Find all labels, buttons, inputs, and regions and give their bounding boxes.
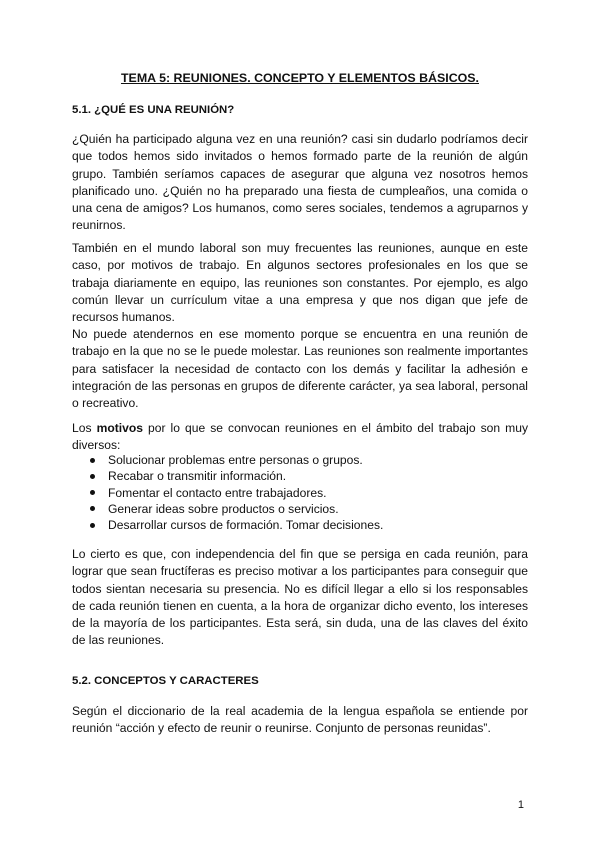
- bullet-icon: [90, 506, 95, 511]
- text-line: todos sientan necesaria su presencia. No es difícil llegar a ello si los responsables: [72, 581, 528, 596]
- motivos-list: [72, 452, 528, 533]
- text-line: trabaja diariamente en equipo, las reuniones son constantes. Por ejemplo, es algo: [72, 275, 528, 290]
- list-item-text: Generar ideas sobre productos o servicios.: [108, 501, 339, 516]
- text-line: reunirnos.: [72, 218, 126, 233]
- intro-after: por lo que se convocan reuniones en el ámbito del trabajo son muy: [142, 421, 528, 435]
- text-line: [72, 420, 528, 437]
- section-heading-5-2: 5.2. CONCEPTOS Y CARACTERES: [72, 675, 259, 687]
- list-item: [72, 452, 528, 468]
- bullet-icon: [90, 523, 95, 528]
- text-line: grupo. También seríamos capaces de asegurar que alguna vez nosotros hemos: [72, 166, 528, 181]
- text-line: lograr que sean fructíferas es preciso motivar a los participantes para conseguir que: [72, 564, 528, 579]
- paragraph-2: [72, 240, 528, 326]
- list-item-text: Recabar o transmitir información.: [108, 469, 287, 484]
- paragraph-5: [72, 703, 528, 738]
- paragraph-3: [72, 326, 528, 412]
- section-heading-5-1: 5.1. ¿QUÉ ES UNA REUNIÓN?: [72, 104, 235, 116]
- page-number: 1: [517, 799, 524, 811]
- list-item-text: Solucionar problemas entre personas o grupos.: [108, 453, 363, 467]
- text-line: Lo cierto es que, con independencia del fin que se persiga en cada reunión, para: [72, 547, 528, 561]
- text-line: que todos hemos sido invitados o hemos formado parte de la reunión de algún: [72, 149, 528, 164]
- text-line: También en el mundo laboral son muy frecuentes las reuniones, aunque en este: [72, 241, 528, 255]
- text-line: caso, por motivos de trabajo. En algunos sectores profesionales en los que se: [72, 258, 528, 273]
- text-line: de cada reunión tienen en cuenta, a la hora de organizar dicho evento, los intereses: [72, 598, 528, 613]
- text-line: una cena de amigos? Los humanos, como seres sociales, tendemos a agruparnos y: [72, 201, 528, 216]
- text-line: para satisfacer la necesidad de contacto con los demás y facilitar la adhesión e: [72, 361, 528, 376]
- text-line: integración de las personas en grupos de diferente carácter, ya sea laboral, personal: [72, 378, 528, 393]
- list-item: [72, 485, 528, 501]
- motivos-intro: [72, 420, 528, 455]
- text-line: reunión “acción y efecto de reunir o reunirse. Conjunto de personas reunidas”.: [72, 721, 491, 736]
- list-item-text: Desarrollar cursos de formación. Tomar decisiones.: [108, 518, 384, 533]
- text-line: planificado uno. ¿Quién no ha preparado una fiesta de cumpleaños, una comida o: [72, 183, 528, 198]
- bullet-icon: [90, 490, 95, 495]
- list-item: [72, 501, 528, 517]
- text-line: trabajo en la que no se le puede molestar. Las reuniones son realmente importantes: [72, 344, 528, 359]
- intro-before: Los: [72, 421, 97, 435]
- paragraph-1: [72, 131, 528, 235]
- list-item: [72, 517, 528, 533]
- motivos-keyword: motivos: [96, 421, 143, 435]
- document-title: TEMA 5: REUNIONES. CONCEPTO Y ELEMENTOS BÁSICOS.: [120, 71, 479, 85]
- text-line: común llevar un currículum vitae a una empresa y que nos digan que jefe de: [72, 292, 528, 307]
- text-line: Según el diccionario de la real academia de la lengua española se entiende por: [72, 704, 528, 718]
- paragraph-4: [72, 546, 528, 650]
- text-line: ¿Quién ha participado alguna vez en una reunión? casi sin dudarlo podríamos decir: [72, 132, 528, 146]
- text-line: recursos humanos.: [72, 310, 175, 325]
- bullet-icon: [90, 474, 95, 479]
- text-line: de las reuniones.: [72, 633, 165, 648]
- bullet-icon: [90, 458, 95, 463]
- text-line: de la mayoría de los participantes. Esta será, sin duda, una de las claves del éxito: [72, 616, 528, 631]
- text-line: diversos:: [72, 438, 121, 453]
- text-line: o recreativo.: [72, 396, 139, 411]
- list-item: [72, 468, 528, 484]
- text-line: No puede atendernos en ese momento porque se encuentra en una reunión de: [72, 327, 528, 341]
- list-item-text: Fomentar el contacto entre trabajadores.: [108, 485, 327, 500]
